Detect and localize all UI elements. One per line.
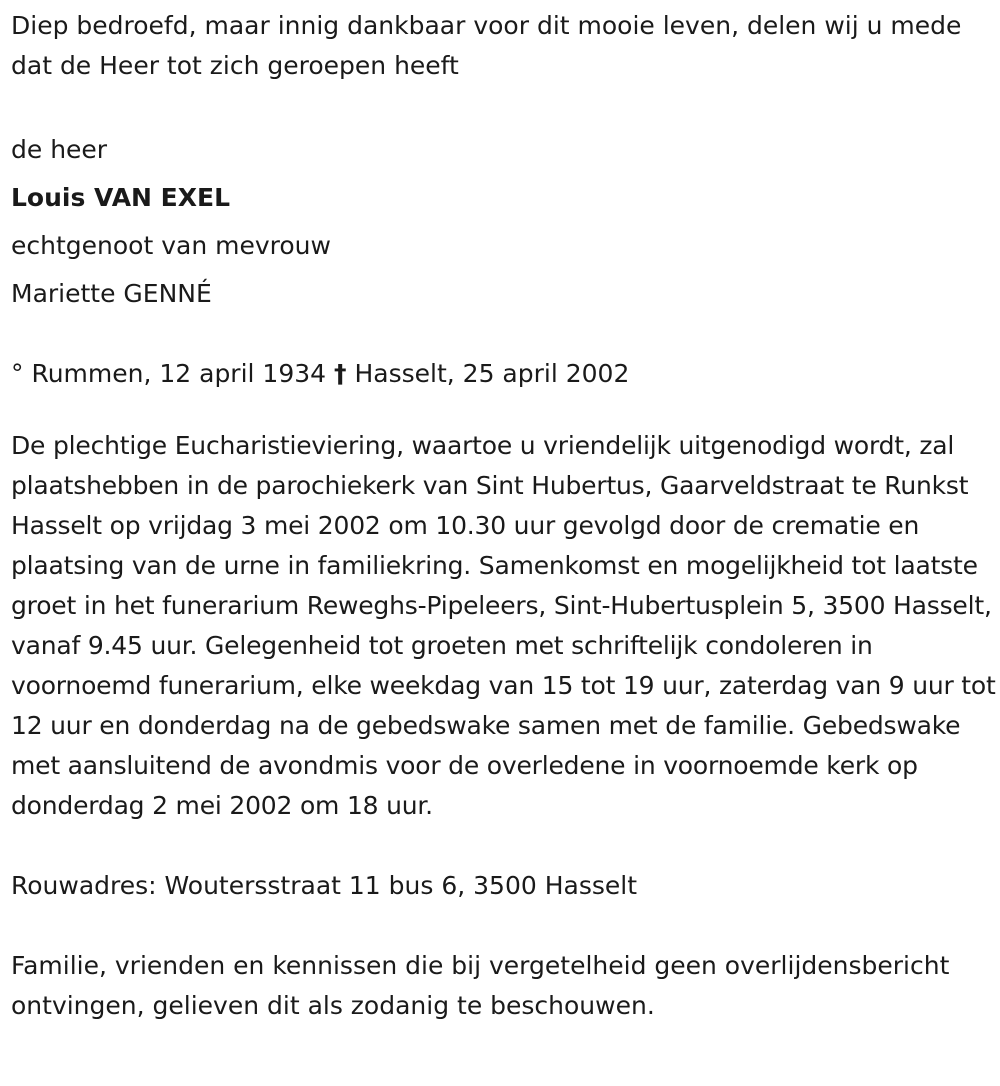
mourning-address: Rouwadres: Woutersstraat 11 bus 6, 3500 Hasselt [11,871,638,900]
closing-notice: Familie, vrienden en kennissen die bij vergetelheid geen overlijdensbericht ontvingen, gelieven dit als zodanig te beschouwen. [11,951,950,1020]
death-notice [11,6,996,1026]
spouse-name: Mariette GENNÉ [11,279,212,308]
ceremony-text: De plechtige Eucharistieviering, waartoe u vriendelijk uitgenodigd wordt, zal plaatshebben in de parochiekerk van Sint Hubertus, Gaarveldstraat te Runkst Hasselt op vrijdag 3 mei 2002 om 10.30 uur gevolgd door de crematie en plaatsing van de urne in familiekring. Samenkomst en mogelijkheid tot laatste groet in het funerarium Reweghs-Pipeleers, Sint-Hubertusplein 5, 3500 Hasselt, vanaf 9.45 uur. Gelegenheid tot groeten met schriftelijk condoleren in voornoemd funerarium, elke weekdag van 15 tot 19 uur, zaterdag van 9 uur tot 12 uur en donderdag na de gebedswake samen met de familie. Gebedswake met aansluitend de avondmis voor de overledene in voornoemde kerk op donderdag 2 mei 2002 om 18 uur. [11,431,996,820]
intro-text: Diep bedroefd, maar innig dankbaar voor dit mooie leven, delen wij u mede dat de Heer tot zich geroepen heeft [11,11,962,80]
deceased-name: Louis VAN EXEL [11,183,231,212]
salutation: de heer [11,135,108,164]
relation-text: echtgenoot van mevrouw [11,231,331,260]
life-dates [11,350,996,398]
death-info: Hasselt, 25 april 2002 [354,359,630,388]
cross-icon: † [334,359,347,388]
birth-info: ° Rummen, 12 april 1934 [11,359,327,388]
